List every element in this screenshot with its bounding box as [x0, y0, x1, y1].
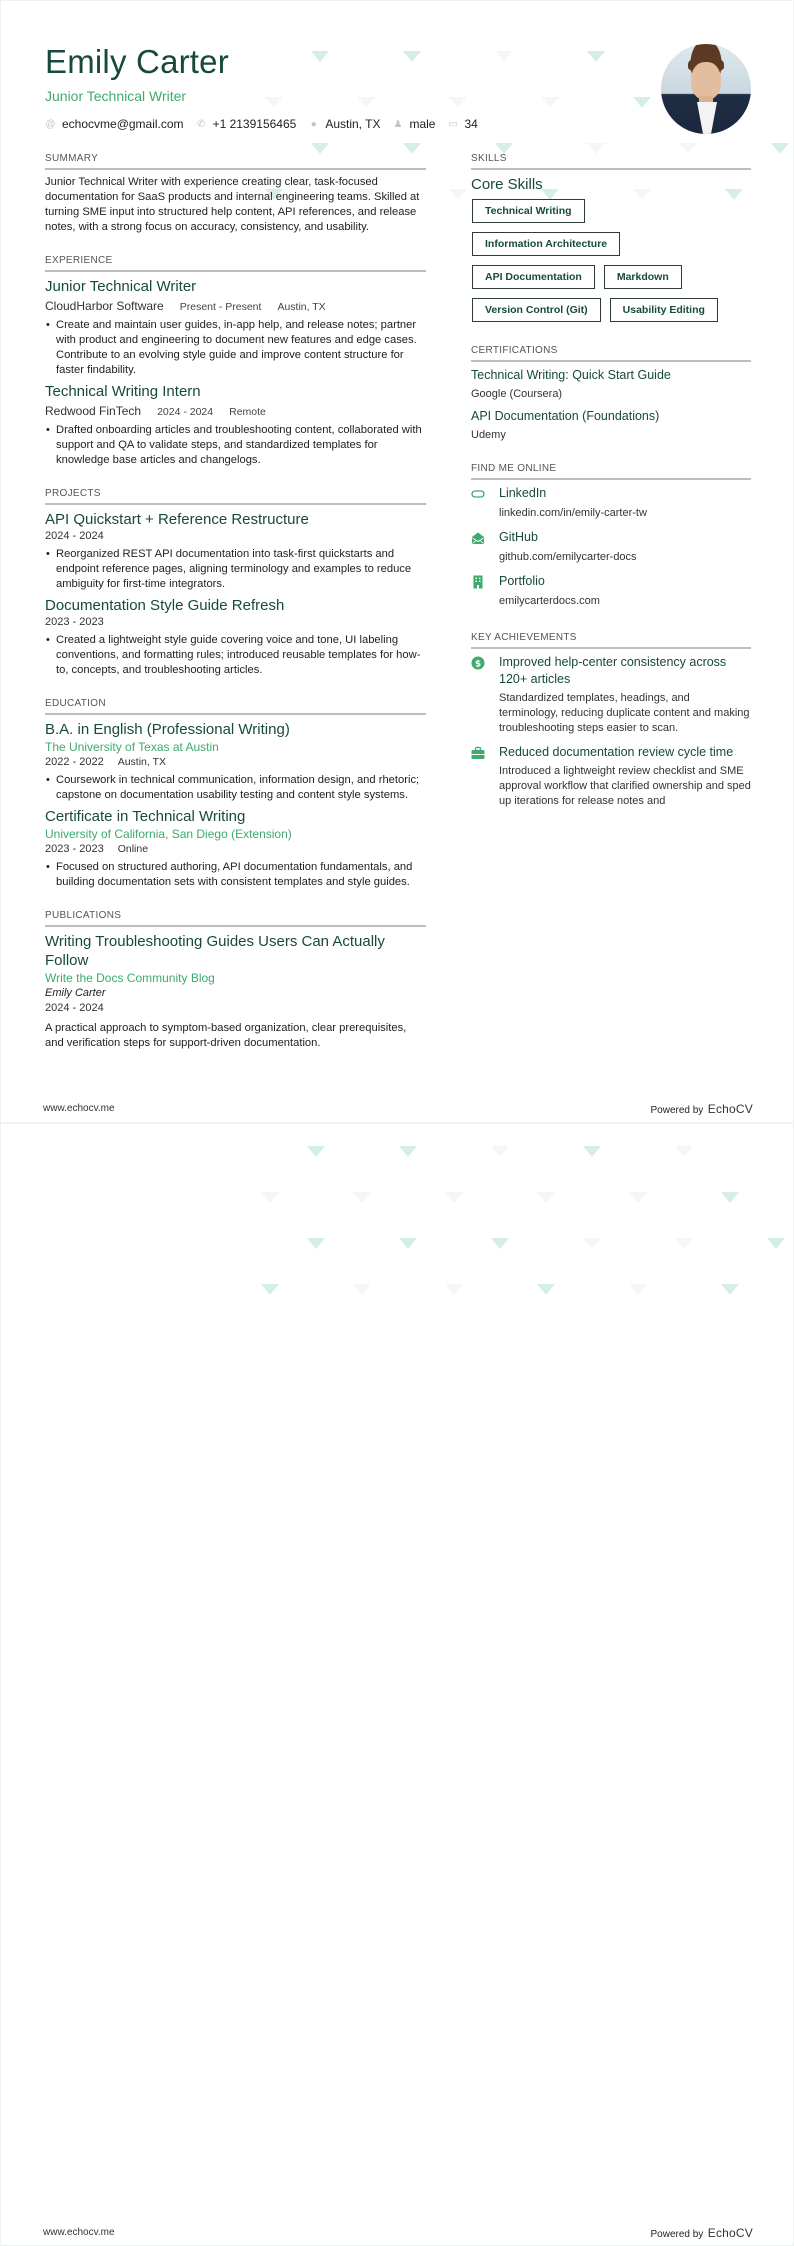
decorative-triangle	[767, 1238, 785, 1249]
contact-gender-value: male	[409, 117, 436, 131]
decorative-triangle	[721, 1284, 739, 1295]
experience-entry	[45, 277, 426, 378]
job-bullets	[45, 423, 426, 468]
project-entry	[45, 596, 426, 678]
footer-powered-by[interactable]	[651, 1100, 754, 1118]
publication-author: Emily Carter	[45, 987, 106, 999]
decorative-triangle	[629, 1284, 647, 1295]
experience-entry	[45, 382, 426, 468]
decorative-triangle	[675, 1146, 693, 1157]
decorative-triangle	[307, 1146, 325, 1157]
footer-site-link[interactable]: www.echocv.me	[43, 1103, 115, 1114]
summary-text: Junior Technical Writer with experience creating clear, task-focused documentation for SaaS products and internal engineering teams. Skilled at turning SME input into structured help content, API references, and release notes, with a strong focus on accuracy, consistency, and usability.	[45, 176, 420, 233]
job-meta	[45, 298, 426, 315]
publication-title: Writing Troubleshooting Guides Users Can Actually Follow	[45, 933, 385, 969]
project-dates: 2024 - 2024	[45, 530, 104, 542]
education-bullets	[45, 860, 426, 890]
school-name: University of California, San Diego (Extension)	[45, 827, 292, 841]
bullet-item: • Reorganized REST API documentation into task-first quickstarts and endpoint reference pages, aligning terminology and examples to reduce ambiguity for first-time integrators.	[45, 547, 426, 592]
skill-chip: Technical Writing	[472, 199, 585, 223]
achievement-title: Improved help-center consistency across 120+ articles	[499, 655, 727, 686]
calendar-icon: ▭	[448, 118, 458, 130]
online-link-url[interactable]: github.com/emilycarter-docs	[499, 551, 637, 563]
decorative-triangle	[307, 1238, 325, 1249]
degree-name: Certificate in Technical Writing	[45, 808, 246, 825]
experience-section	[45, 255, 426, 468]
skills-section	[471, 153, 751, 331]
projects-heading: PROJECTS	[45, 488, 426, 505]
job-title: Junior Technical Writer	[45, 278, 197, 295]
project-bullets	[45, 633, 426, 678]
experience-heading: EXPERIENCE	[45, 255, 426, 272]
certifications-heading: CERTIFICATIONS	[471, 345, 751, 362]
achievement-description: Introduced a lightweight review checklist and SME approval workflow that clarified ownership and sped up iterations for release notes and	[499, 765, 751, 807]
project-name: Documentation Style Guide Refresh	[45, 597, 285, 614]
decorative-triangle	[771, 143, 789, 154]
online-heading: FIND ME ONLINE	[471, 463, 751, 480]
certification-name: Technical Writing: Quick Start Guide	[471, 368, 671, 382]
skill-chip: Information Architecture	[472, 232, 620, 256]
footer-powered-by[interactable]	[651, 2224, 754, 2242]
contact-location	[308, 116, 380, 132]
contact-location-value: Austin, TX	[325, 117, 381, 131]
online-link-github[interactable]	[471, 529, 751, 570]
linkedin-icon	[471, 487, 485, 501]
contact-row	[45, 116, 645, 132]
certification-issuer: Google (Coursera)	[471, 388, 563, 400]
achievement-title: Reduced documentation review cycle time	[499, 745, 734, 759]
decorative-triangle	[399, 1146, 417, 1157]
candidate-title: Junior Technical Writer	[45, 88, 187, 104]
decorative-triangle	[721, 1192, 739, 1203]
education-dates: 2023 - 2023	[45, 843, 104, 855]
education-dates: 2022 - 2022	[45, 756, 104, 768]
skills-heading: SKILLS	[471, 153, 751, 170]
certification-entry	[471, 408, 751, 443]
skill-chips	[471, 199, 761, 331]
achievement-entry	[471, 654, 751, 741]
decorative-triangle	[353, 1192, 371, 1203]
contact-phone[interactable]	[196, 116, 297, 132]
page-footer	[1, 2219, 794, 2246]
summary-section	[45, 153, 426, 235]
right-column	[471, 153, 751, 834]
skill-chip: Usability Editing	[610, 298, 718, 322]
education-entry	[45, 720, 426, 803]
resume-page-2	[0, 1123, 794, 2246]
online-link-name: Portfolio	[499, 574, 545, 588]
bullet-item: • Focused on structured authoring, API documentation fundamentals, and building documentation sets with consistent templates and style guides.	[45, 860, 426, 890]
bullet-item: • Drafted onboarding articles and troubleshooting content, collaborated with support and QA to validate steps, and standardized templates for knowledge base articles and changelogs.	[45, 423, 426, 468]
job-title: Technical Writing Intern	[45, 383, 201, 400]
school-name: The University of Texas at Austin	[45, 740, 219, 754]
job-dates: Present - Present	[179, 301, 262, 313]
decorative-triangle	[353, 1284, 371, 1295]
page-footer	[1, 1095, 794, 1123]
svg-text:$: $	[474, 659, 482, 670]
powered-by-label: Powered by	[650, 1104, 704, 1116]
decorative-triangle	[445, 1284, 463, 1295]
online-link-url[interactable]: emilycarterdocs.com	[499, 595, 600, 607]
location-pin-icon: ●	[310, 118, 317, 130]
decorative-triangle	[491, 1238, 509, 1249]
certification-entry	[471, 367, 751, 402]
at-icon: @	[45, 118, 56, 130]
online-section	[471, 463, 751, 614]
online-link-name: GitHub	[499, 530, 538, 544]
brand-name: EchoCV	[707, 2225, 753, 2240]
person-icon: ♟	[393, 118, 403, 130]
decorative-triangle	[675, 1238, 693, 1249]
contact-email-value: echocvme@gmail.com	[62, 117, 184, 131]
contact-age	[447, 116, 477, 132]
decorative-triangle	[445, 1192, 463, 1203]
education-meta	[45, 842, 426, 857]
publication-entry	[45, 932, 426, 1051]
online-link-portfolio[interactable]	[471, 573, 751, 614]
job-dates: 2024 - 2024	[157, 406, 214, 418]
certifications-section	[471, 345, 751, 443]
contact-gender	[392, 116, 435, 132]
triangle-pattern	[1, 1124, 794, 2246]
online-link-linkedin[interactable]	[471, 485, 751, 526]
achievements-heading: KEY ACHIEVEMENTS	[471, 632, 751, 649]
job-meta	[45, 403, 426, 420]
achievement-entry	[471, 744, 751, 814]
candidate-name: Emily Carter	[45, 43, 229, 80]
decorative-triangle	[261, 1284, 279, 1295]
company-name: Redwood FinTech	[45, 404, 142, 418]
decorative-triangle	[449, 189, 467, 200]
projects-section	[45, 488, 426, 678]
project-entry	[45, 510, 426, 592]
online-link-name: LinkedIn	[499, 486, 547, 500]
education-heading: EDUCATION	[45, 698, 426, 715]
decorative-triangle	[399, 1238, 417, 1249]
education-section	[45, 698, 426, 890]
skills-group-title: Core Skills	[471, 176, 543, 193]
project-bullets	[45, 547, 426, 592]
decorative-triangle	[491, 1146, 509, 1157]
briefcase-icon	[471, 746, 485, 760]
profile-photo	[661, 44, 751, 134]
job-location: Austin, TX	[277, 301, 326, 313]
contact-age-value: 34	[464, 117, 478, 131]
education-location: Austin, TX	[117, 756, 166, 768]
education-bullets	[45, 773, 426, 803]
bullet-item: • Create and maintain user guides, in-app help, and release notes; partner with product and engineering to document new features and edge cases. Contribute to an evolving style guide and improve content structure for faster findability.	[45, 318, 426, 378]
achievement-description: Standardized templates, headings, and terminology, reducing duplicate content and making troubleshooting steps easier to scan.	[499, 692, 750, 734]
brand-name: EchoCV	[707, 1101, 753, 1116]
decorative-triangle	[537, 1192, 555, 1203]
job-location: Remote	[229, 406, 266, 418]
certification-issuer: Udemy	[471, 429, 506, 441]
skill-chip: Markdown	[604, 265, 682, 289]
portfolio-icon	[471, 575, 485, 589]
decorative-triangle	[583, 1146, 601, 1157]
phone-icon: ✆	[196, 118, 206, 130]
publication-dates: 2024 - 2024	[45, 1002, 104, 1014]
decorative-triangle	[629, 1192, 647, 1203]
photo-face	[691, 62, 721, 100]
project-name: API Quickstart + Reference Restructure	[45, 511, 309, 528]
online-link-url[interactable]: linkedin.com/in/emily-carter-tw	[499, 507, 647, 519]
project-dates: 2023 - 2023	[45, 616, 104, 628]
dollar-icon	[471, 656, 485, 670]
decorative-triangle	[261, 1192, 279, 1203]
education-meta	[45, 755, 426, 770]
job-bullets	[45, 318, 426, 378]
publications-heading: PUBLICATIONS	[45, 910, 426, 927]
resume-header	[45, 43, 645, 132]
bullet-item: • Created a lightweight style guide covering voice and tone, UI labeling conventions, and formatting rules; introduced reusable templates for how-to, concepts, and troubleshooting articles.	[45, 633, 426, 678]
summary-heading: SUMMARY	[45, 153, 426, 170]
publication-description: A practical approach to symptom-based organization, clear prerequisites, and verification steps for support-driven documentation.	[45, 1022, 407, 1049]
achievements-section	[471, 632, 751, 814]
degree-name: B.A. in English (Professional Writing)	[45, 721, 290, 738]
bullet-item: • Coursework in technical communication, information design, and rhetoric; capstone on documentation usability testing and content style systems.	[45, 773, 426, 803]
company-name: CloudHarbor Software	[45, 299, 164, 313]
skill-chip: API Documentation	[472, 265, 595, 289]
decorative-triangle	[537, 1284, 555, 1295]
publication-publisher: Write the Docs Community Blog	[45, 971, 215, 985]
contact-phone-value: +1 2139156465	[212, 117, 297, 131]
footer-site-link[interactable]: www.echocv.me	[43, 2227, 115, 2238]
decorative-triangle	[583, 1238, 601, 1249]
education-location: Online	[117, 843, 149, 855]
certification-name: API Documentation (Foundations)	[471, 409, 660, 423]
education-entry	[45, 807, 426, 890]
github-icon	[471, 531, 485, 545]
photo-shirt	[697, 102, 717, 134]
powered-by-label: Powered by	[650, 2228, 704, 2240]
left-column	[45, 153, 426, 1071]
publications-section	[45, 910, 426, 1051]
contact-email[interactable]	[45, 116, 184, 132]
skill-chip: Version Control (Git)	[472, 298, 601, 322]
